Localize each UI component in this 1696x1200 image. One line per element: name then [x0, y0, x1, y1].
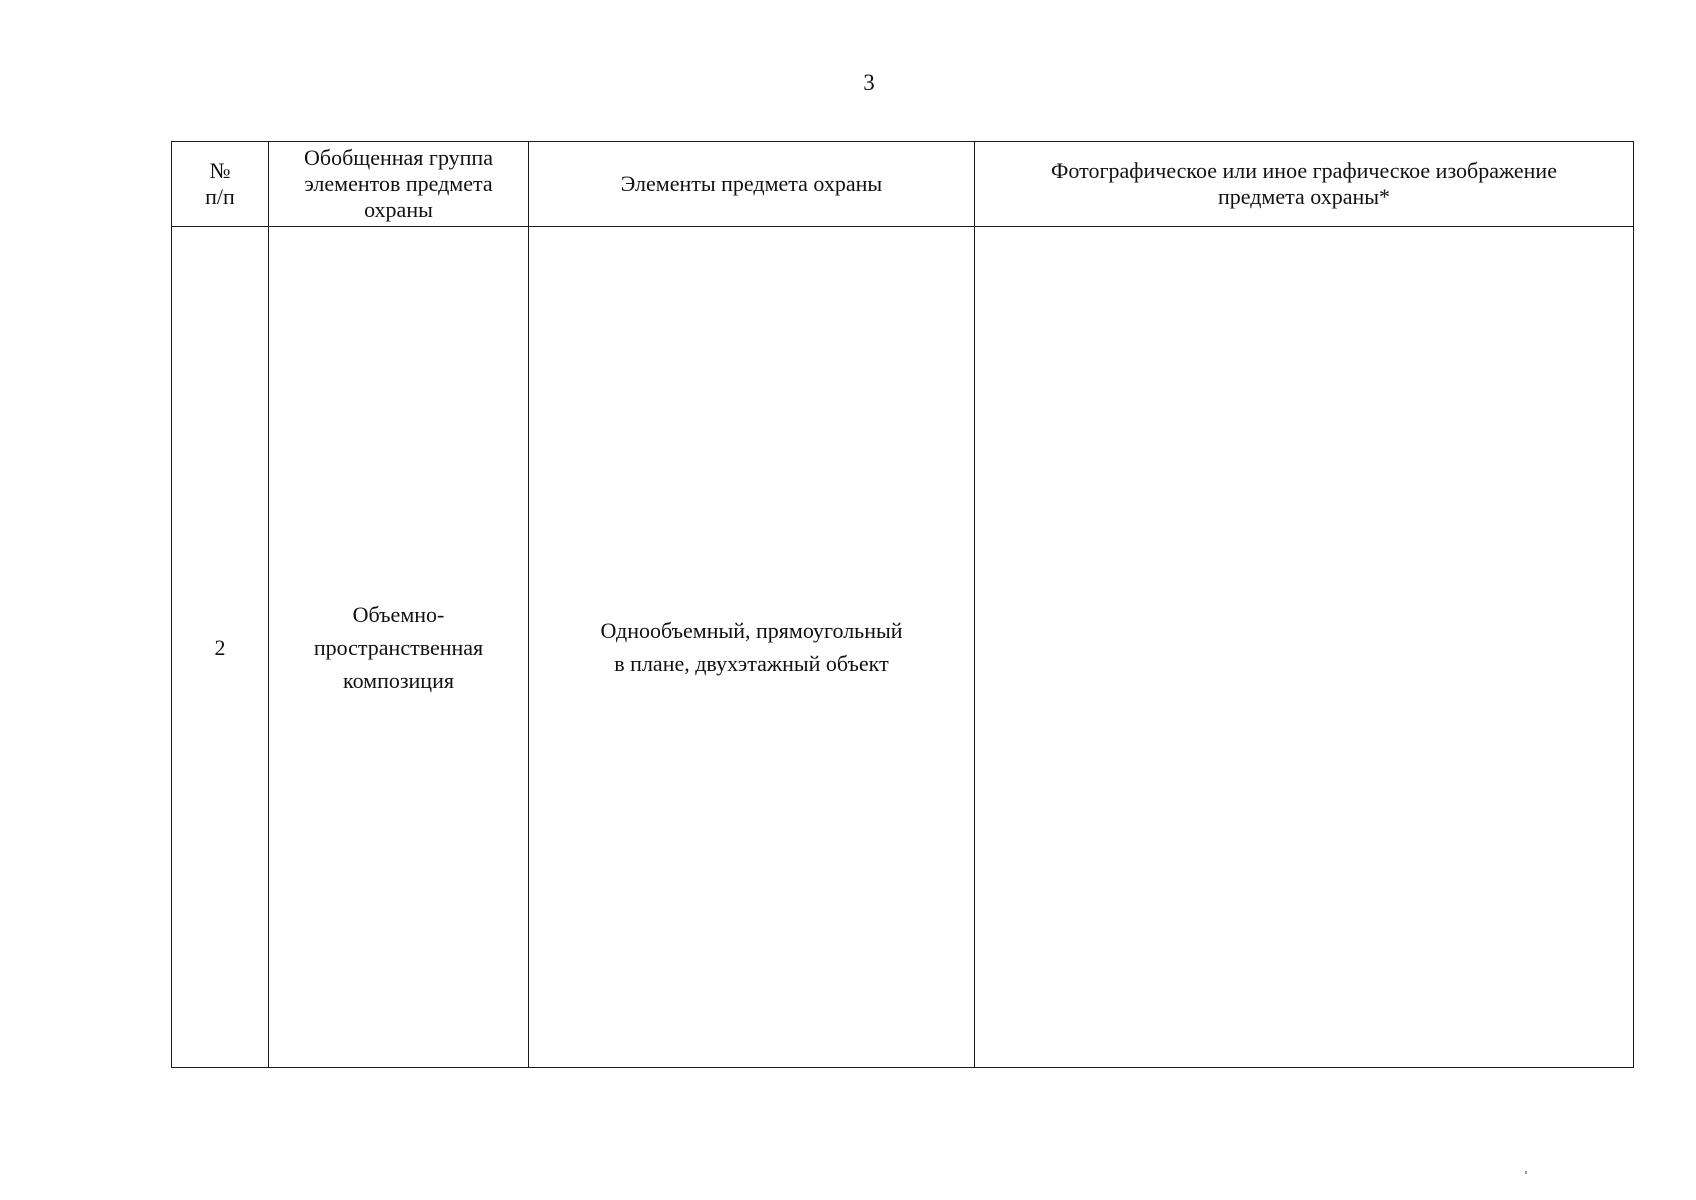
- scan-speck: [1525, 1171, 1527, 1174]
- cell-photo-image: [975, 227, 1634, 1068]
- protection-subject-table: [171, 141, 1634, 1068]
- cell-number: 2: [172, 227, 269, 1068]
- header-photo-image: Фотографическое или иное графическое изображение предмета охраны*: [975, 142, 1634, 227]
- table-body: [172, 227, 1634, 1068]
- cell-element-group: Объемно- пространственная композиция: [269, 227, 529, 1068]
- header-element-group: Обобщенная группа элементов предмета охраны: [269, 142, 529, 227]
- header-protection-elements: Элементы предмета охраны: [529, 142, 975, 227]
- cell-protection-elements: Однообъемный, прямоугольный в плане, двухэтажный объект: [529, 227, 975, 1068]
- table-row: [172, 227, 1634, 1068]
- header-number: № п/п: [172, 142, 269, 227]
- header-row: [172, 142, 1634, 227]
- page-number: 3: [863, 70, 875, 95]
- table-header: [172, 142, 1634, 227]
